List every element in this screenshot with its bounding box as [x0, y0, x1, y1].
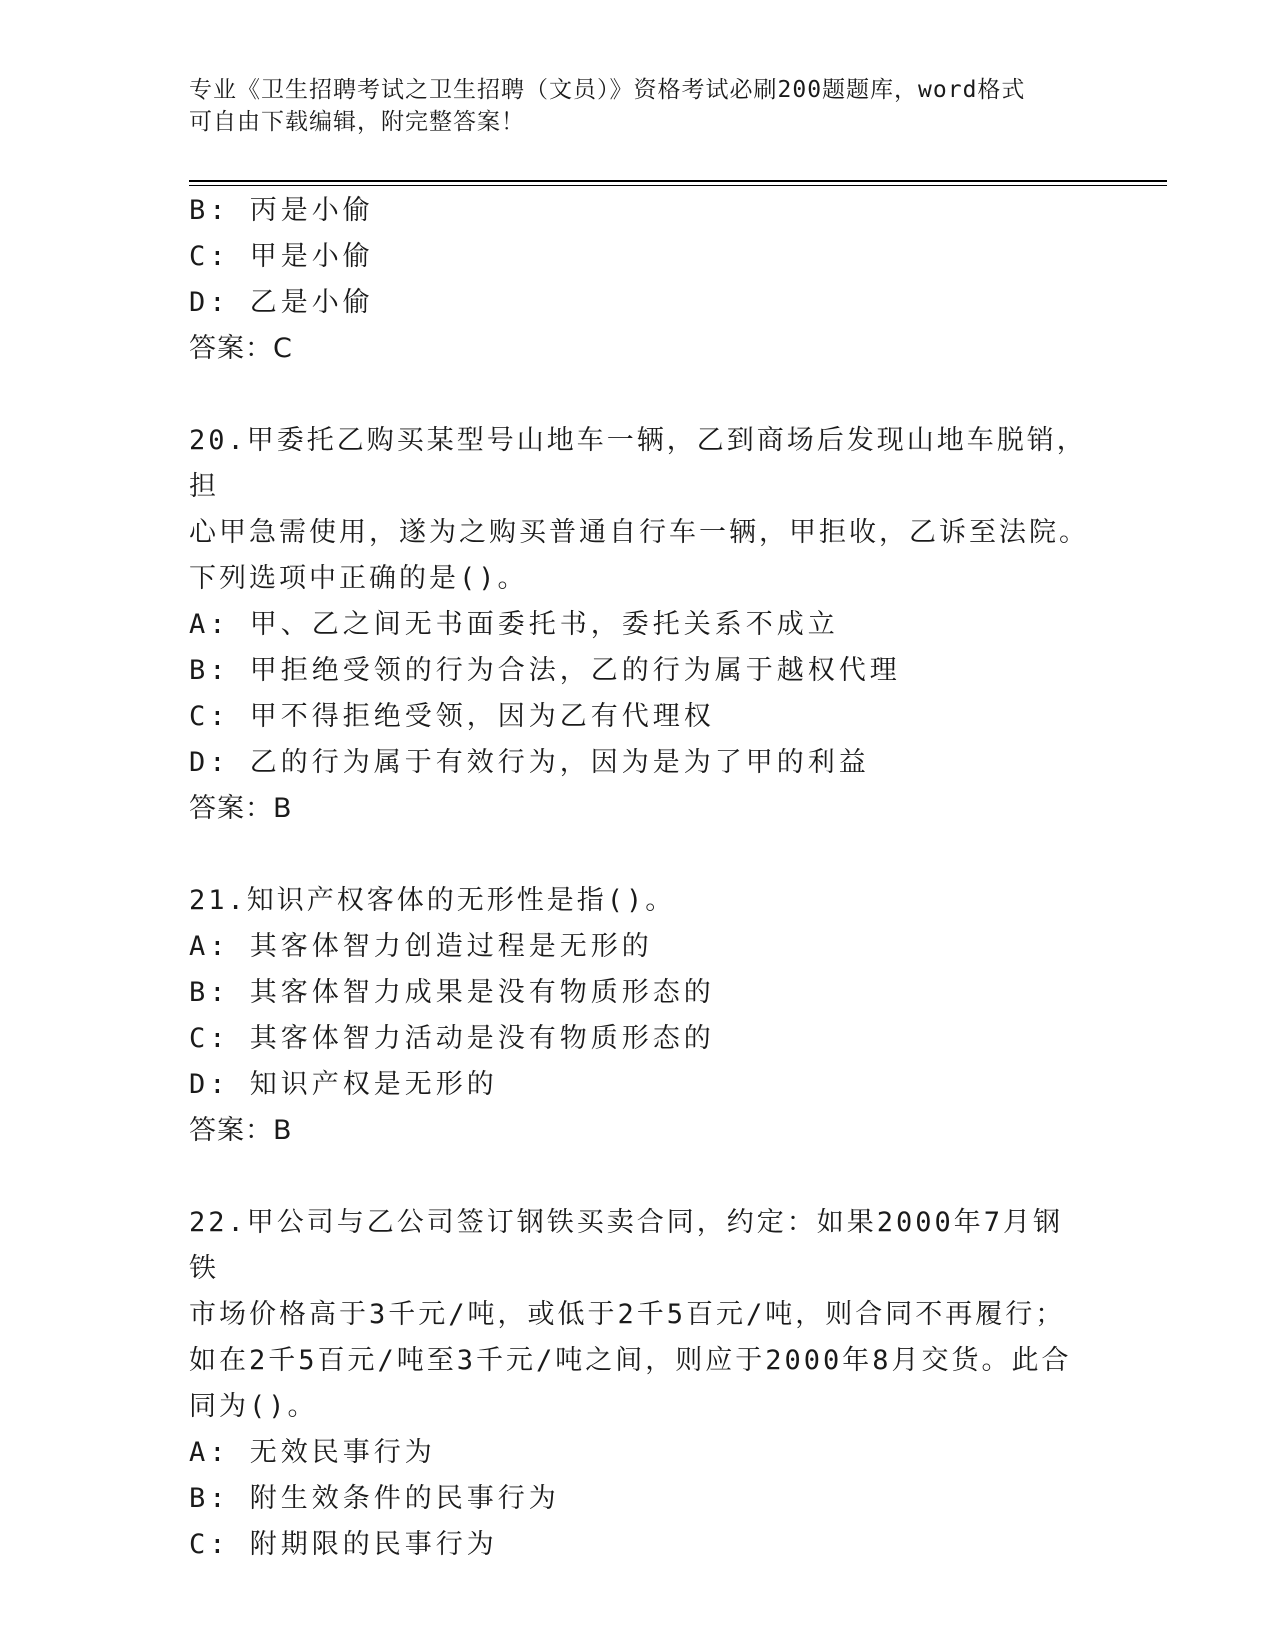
header-rule-thin	[189, 185, 1167, 186]
option-a: A: 无效民事行为	[189, 1437, 436, 1468]
question-stem-line: 下列选项中正确的是()。	[189, 563, 528, 594]
option-c: C: 附期限的民事行为	[189, 1529, 498, 1560]
document-header	[189, 74, 1089, 138]
header-line-1: 专业《卫生招聘考试之卫生招聘（文员）》资格考试必刷200题题库，word格式	[189, 77, 1026, 103]
spacer	[189, 1154, 1089, 1200]
header-rule-thick	[189, 180, 1167, 182]
question-21	[189, 878, 1089, 1154]
question-stem-line: 市场价格高于3千元/吨，或低于2千5百元/吨，则合同不再履行；	[189, 1299, 1066, 1330]
option-c: C: 甲是小偷	[189, 241, 374, 272]
question-stem-line: 20.甲委托乙购买某型号山地车一辆，乙到商场后发现山地车脱销，担	[189, 425, 1087, 502]
option-b: B: 丙是小偷	[189, 195, 374, 226]
question-stem-line: 21.知识产权客体的无形性是指()。	[189, 885, 676, 916]
question-stem-line: 22.甲公司与乙公司签订钢铁买卖合同，约定：如果2000年7月钢铁	[189, 1207, 1064, 1284]
option-c: C: 其客体智力活动是没有物质形态的	[189, 1023, 715, 1054]
option-d: D: 乙是小偷	[189, 287, 374, 318]
question-stem-line: 同为()。	[189, 1391, 318, 1422]
option-a: A: 甲、乙之间无书面委托书，委托关系不成立	[189, 609, 839, 640]
option-b: B: 甲拒绝受领的行为合法，乙的行为属于越权代理	[189, 655, 901, 686]
question-stem-line: 如在2千5百元/吨至3千元/吨之间，则应于2000年8月交货。此合	[189, 1345, 1072, 1376]
option-c: C: 甲不得拒绝受领，因为乙有代理权	[189, 701, 715, 732]
option-b: B: 附生效条件的民事行为	[189, 1483, 560, 1514]
question-stem-line: 心甲急需使用，遂为之购买普通自行车一辆，甲拒收，乙诉至法院。	[189, 517, 1089, 548]
answer-line: 答案：B	[189, 793, 293, 824]
header-line-2: 可自由下载编辑，附完整答案！	[189, 109, 525, 135]
document-body	[189, 188, 1089, 1568]
answer-line: 答案：B	[189, 1115, 293, 1146]
spacer	[189, 372, 1089, 418]
option-d: D: 乙的行为属于有效行为，因为是为了甲的利益	[189, 747, 870, 778]
question-20	[189, 418, 1089, 832]
question-19-continuation	[189, 188, 1089, 372]
answer-line: 答案：C	[189, 333, 293, 364]
option-d: D: 知识产权是无形的	[189, 1069, 498, 1100]
option-a: A: 其客体智力创造过程是无形的	[189, 931, 653, 962]
spacer	[189, 832, 1089, 878]
question-22	[189, 1200, 1089, 1568]
option-b: B: 其客体智力成果是没有物质形态的	[189, 977, 715, 1008]
